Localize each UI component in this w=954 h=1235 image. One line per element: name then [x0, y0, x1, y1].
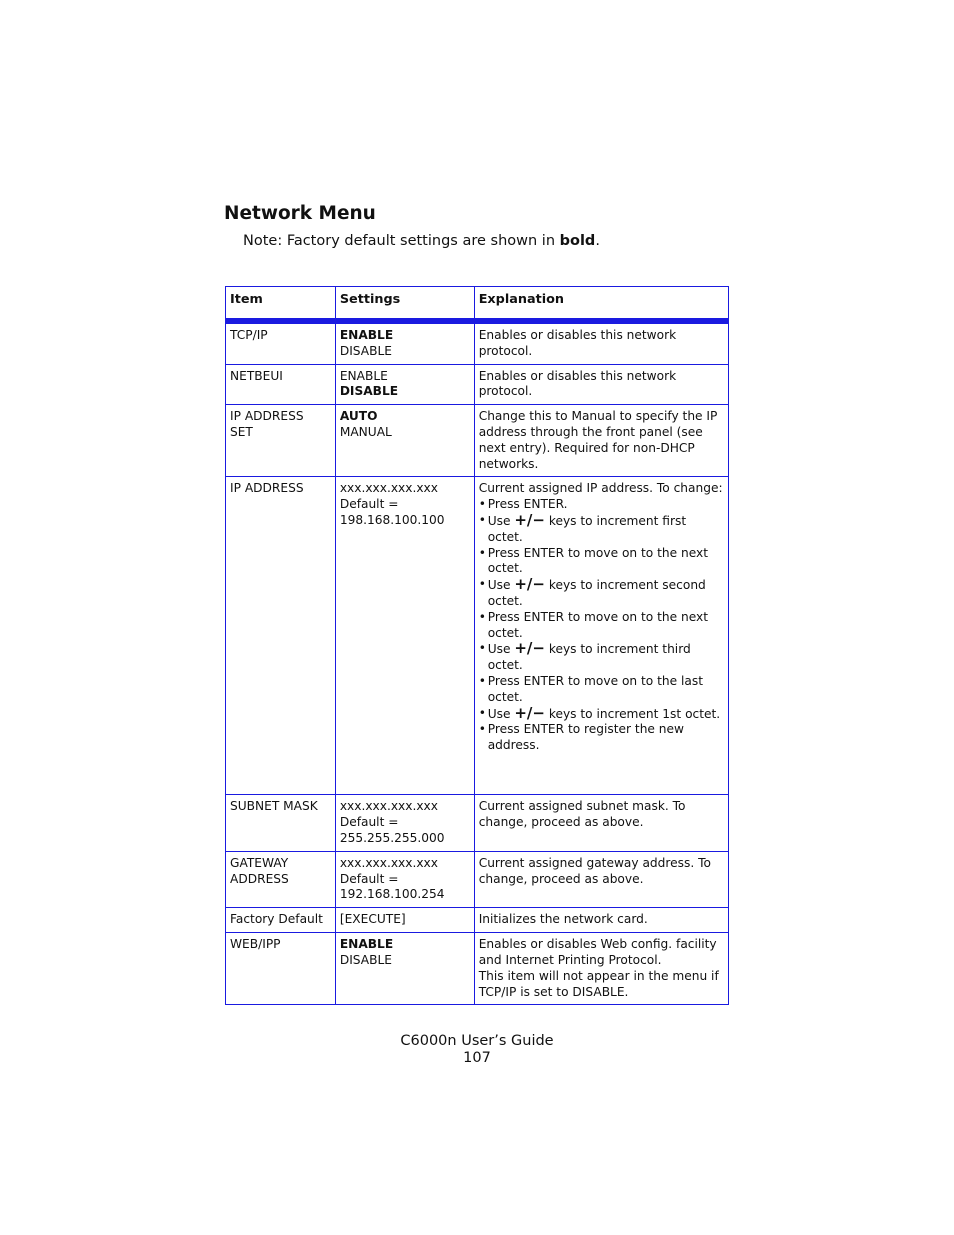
item-cell: [226, 405, 336, 477]
table-row: [226, 851, 729, 907]
explanation-text: Enables or disables Web config. facility and Internet Printing Protocol.: [478, 937, 717, 967]
header-explanation: Explanation: [474, 287, 728, 322]
list-item: • Press ENTER.: [479, 497, 724, 513]
explanation-intro: Current assigned IP address. To change:: [478, 481, 723, 496]
page-title: Network Menu: [224, 203, 376, 224]
plus-minus-icon: +/−: [514, 639, 545, 658]
setting-option: DISABLE: [339, 384, 399, 399]
item-label: IP ADDRESS: [230, 409, 304, 424]
settings-cell: [335, 908, 474, 933]
setting-option: 255.255.255.000: [339, 830, 445, 845]
explanation-cell: Current assigned subnet mask. To change, proceed as above.: [474, 795, 728, 851]
network-menu-table: [225, 286, 729, 1005]
explanation-cell: Enables or disables this network protocol.: [474, 321, 728, 364]
item-label: TCP/IP: [230, 328, 268, 342]
item-cell: [226, 908, 336, 933]
list-item: • Press ENTER to move on to the next octet.: [479, 546, 724, 578]
guide-title: C6000n User’s Guide: [400, 1033, 554, 1049]
table-row: [226, 405, 729, 477]
page-number: 107: [463, 1050, 491, 1066]
setting-option: Default =: [339, 871, 399, 886]
item-cell: [226, 795, 336, 851]
page-footer: [0, 1033, 954, 1067]
list-item: • Use +/− keys to increment second octet.: [479, 577, 724, 610]
item-cell: [226, 933, 336, 1005]
setting-option: ENABLE: [339, 937, 394, 952]
item-label: IP ADDRESS: [230, 481, 304, 496]
setting-option: Default =: [339, 815, 399, 830]
item-cell: [226, 851, 336, 907]
settings-cell: [335, 933, 474, 1005]
setting-option: 198.168.100.100: [339, 512, 445, 527]
list-item: • Press ENTER to register the new address.: [479, 722, 724, 754]
setting-option: AUTO: [339, 409, 378, 424]
table-row: [226, 477, 729, 795]
explanation-cell: Initializes the network card.: [474, 908, 728, 933]
setting-option: DISABLE: [339, 343, 392, 358]
settings-cell: [335, 795, 474, 851]
item-label: GATEWAY: [230, 855, 289, 870]
explanation-cell: Current assigned gateway address. To change, proceed as above.: [474, 851, 728, 907]
steps-list: [479, 497, 724, 754]
setting-option: ENABLE: [339, 368, 388, 383]
plus-minus-icon: +/−: [514, 575, 545, 594]
item-cell: [226, 477, 336, 795]
list-item: • Press ENTER to move on to the next octet.: [479, 610, 724, 642]
settings-cell: [335, 851, 474, 907]
setting-option: xxx.xxx.xxx.xxx: [339, 855, 438, 870]
table-row: [226, 321, 729, 364]
explanation-cell: Change this to Manual to specify the IP address through the front panel (see next entry). Required for non-DHCP networks.: [474, 405, 728, 477]
note-text: Note: Factory default settings are shown in: [243, 233, 560, 249]
note-bold-word: bold: [559, 233, 596, 249]
item-label: SUBNET MASK: [230, 799, 318, 814]
table-header-row: [226, 287, 729, 322]
item-cell: [226, 364, 336, 405]
explanation-cell: [474, 933, 728, 1005]
note-suffix: .: [595, 233, 600, 249]
item-label: ADDRESS: [230, 871, 289, 886]
table-row: [226, 364, 729, 405]
header-item: Item: [226, 287, 336, 322]
header-settings: Settings: [335, 287, 474, 322]
explanation-extra: This item will not appear in the menu if TCP/IP is set to DISABLE.: [478, 968, 719, 999]
setting-option: Default =: [339, 497, 399, 512]
settings-cell: [335, 321, 474, 364]
default-settings-note: [243, 233, 600, 249]
table-row: [226, 933, 729, 1005]
settings-cell: [335, 364, 474, 405]
explanation-cell: Enables or disables this network protocol.: [474, 364, 728, 405]
setting-option: [EXECUTE]: [339, 912, 406, 927]
item-label: SET: [230, 424, 253, 439]
list-item: • Use +/− keys to increment first octet.: [479, 513, 724, 546]
explanation-cell: [474, 477, 728, 795]
item-label: NETBEUI: [230, 368, 283, 383]
settings-cell: [335, 477, 474, 795]
setting-option: ENABLE: [339, 328, 394, 342]
item-label: Factory Default: [230, 912, 323, 927]
table-row: [226, 908, 729, 933]
list-item: • Use +/− keys to increment third octet.: [479, 641, 724, 674]
list-item: • Use +/− keys to increment 1st octet.: [479, 706, 724, 723]
item-label: WEB/IPP: [230, 937, 281, 952]
settings-cell: [335, 405, 474, 477]
table-row: [226, 795, 729, 851]
setting-option: MANUAL: [339, 424, 392, 439]
item-cell: [226, 321, 336, 364]
setting-option: 192.168.100.254: [339, 887, 445, 902]
setting-option: xxx.xxx.xxx.xxx: [339, 481, 438, 496]
setting-option: DISABLE: [339, 952, 392, 967]
list-item: • Press ENTER to move on to the last octet.: [479, 674, 724, 706]
setting-option: xxx.xxx.xxx.xxx: [339, 799, 438, 814]
plus-minus-icon: +/−: [514, 703, 545, 722]
plus-minus-icon: +/−: [514, 510, 545, 529]
